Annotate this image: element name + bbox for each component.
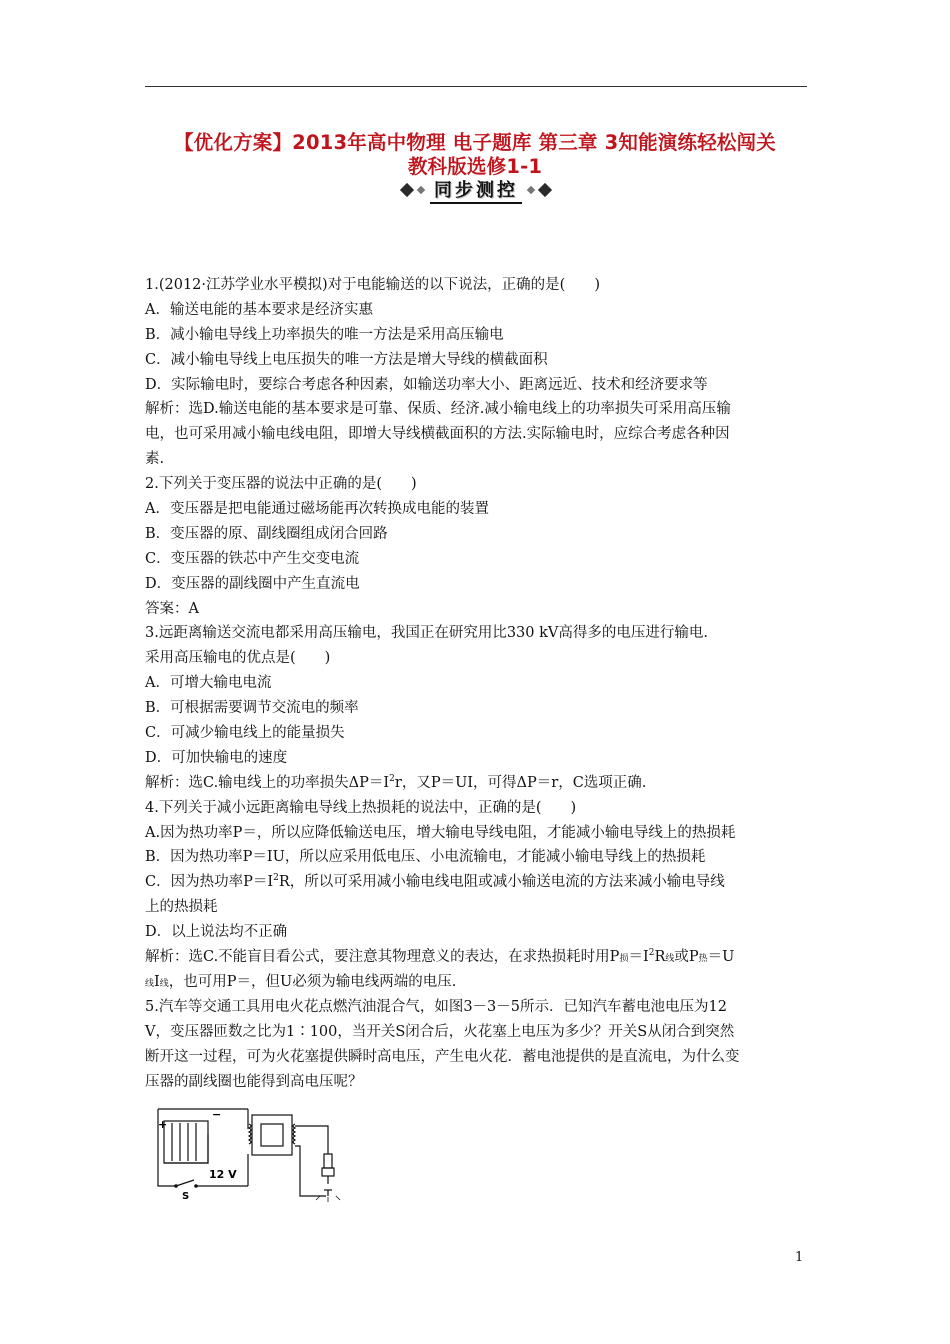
option: D．实际输电时，要综合考虑各种因素，如输送功率大小、距离远近、技术和经济要求等 [145,376,708,393]
option-text: C．因为热功率P＝I [145,874,274,891]
document-subtitle: 教科版选修1-1 [407,155,543,178]
banner-label: 同步测控 [430,176,522,204]
option-text: R，所以可采用减小输电线电阻或减小输送电流的方法来减小输电导线 [278,874,725,891]
option: 上的热损耗 [145,899,218,916]
analysis-text: 解析：选C.不能盲目看公式，要注意其物理意义的表达，在求热损耗时用P [145,949,620,966]
question-stem: 2.下列关于变压器的说法中正确的是( ) [145,476,417,493]
subscript: 线 [665,954,675,965]
option: C．减小输电导线上电压损失的唯一方法是增大导线的横截面积 [145,351,548,368]
plus-label: + [158,1118,168,1131]
diamond-icon [527,186,535,194]
question-stem: 4.下列关于减小远距离输电导线上热损耗的说法中，正确的是( ) [145,799,577,816]
analysis-text: R [654,949,666,966]
diamond-icon [538,183,552,197]
question-stem: 5.汽车等交通工具用电火花点燃汽油混合气，如图3－3－5所示．已知汽车蓄电池电压为12 [145,998,727,1015]
voltage-label: 12 V [209,1168,237,1181]
analysis-text: ，但U必须为输电线两端的电压. [251,973,457,990]
diamond-icon [400,183,414,197]
analysis-text: r，又P＝UI，可得ΔP＝ [394,774,552,791]
analysis-text: r，C选项正确. [551,774,647,791]
question-stem: 采用高压输电的优点是( ) [145,650,331,667]
circuit-figure [148,1104,360,1202]
page-number: 1 [795,1250,804,1265]
analysis-line: 素. [145,451,165,468]
superscript: 2 [648,948,655,959]
option: D．以上说法均不正确 [145,924,288,941]
option-text: A.因为热功率P＝ [145,824,257,841]
option: C．可减少输电线上的能量损失 [145,725,345,742]
analysis-text: I [154,973,160,990]
option: D．变压器的副线圈中产生直流电 [145,575,360,592]
option: D．可加快输电的速度 [145,749,288,766]
option: A．输送电能的基本要求是经济实惠 [145,301,373,318]
exercise-content [145,273,810,1094]
subscript: 线 [145,978,155,989]
diamond-icon [417,186,425,194]
option [145,870,810,895]
subscript: 线 [159,978,169,989]
analysis-text: ，也可用P＝ [168,973,252,990]
minus-label: − [212,1108,222,1121]
option-text: ，所以应降低输送电压，增大输电导线电阻，才能减小输电导线上的热损耗 [256,824,736,841]
analysis-line [145,771,810,796]
question-stem: 3.远距离输送交流电都采用高压输电，我国正在研究用比330 kV高得多的电压进行输电. [145,625,708,642]
section-banner [376,176,576,204]
question-stem: V，变压器匝数之比为1∶100，当开关S闭合后，火花塞上电压为多少？开关S从闭合到突然 [145,1023,735,1040]
option [145,821,810,846]
question-stem: 断开这一过程，可为火花塞提供瞬时高电压，产生电火花．蓄电池提供的是直流电，为什么变 [145,1048,740,1065]
analysis-line: 电，也可采用减小输电线电阻，即增大导线横截面积的方法.实际输电时，应综合考虑各种因 [145,426,730,443]
answer-line: 答案：A [145,600,199,617]
analysis-text: ＝U [707,949,735,966]
subscript: 损 [619,954,629,965]
analysis-line [145,945,810,970]
analysis-text: 或P [674,949,699,966]
analysis-text: 解析：选C.输电线上的功率损失ΔP＝I [145,774,390,791]
question-stem: 压器的副线圈也能得到高电压呢？ [145,1073,363,1090]
option: B．变压器的原、副线圈组成闭合回路 [145,525,388,542]
superscript: 2 [389,773,395,784]
option: C．变压器的铁芯中产生交变电流 [145,550,360,567]
document-title: 【优化方案】2013年高中物理 电子题库 第三章 3知能演练轻松闯关 [173,131,776,154]
analysis-line [145,970,810,995]
header-rule [145,86,807,87]
option: A．可增大输电电流 [145,675,272,692]
question-stem: 1.(2012·江苏学业水平模拟)对于电能输送的以下说法，正确的是( ) [145,277,600,293]
analysis-text: ＝I [628,949,649,966]
option: B．因为热功率P＝IU，所以应采用低电压、小电流输电，才能减小输电导线上的热损耗 [145,849,706,866]
option: A．变压器是把电能通过磁场能再次转换成电能的装置 [145,501,489,518]
analysis-line: 解析：选D.输送电能的基本要求是可靠、保质、经济.减小输电线上的功率损失可采用高压输 [145,401,731,418]
switch-label: S [182,1191,190,1202]
option: B．可根据需要调节交流电的频率 [145,700,359,717]
subscript: 热 [698,954,708,965]
option: B．减小输电导线上功率损失的唯一方法是采用高压输电 [145,326,504,343]
superscript: 2 [273,873,279,884]
